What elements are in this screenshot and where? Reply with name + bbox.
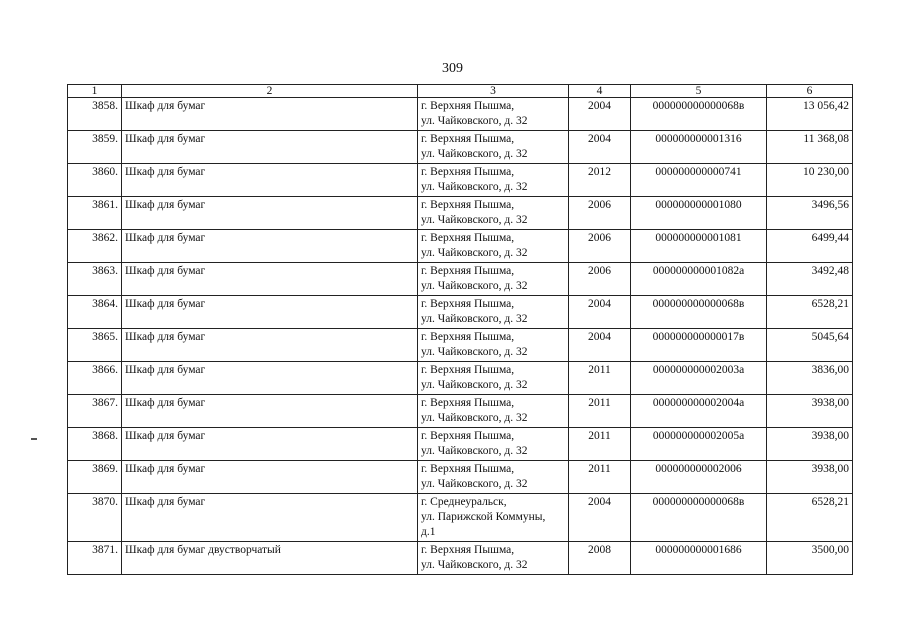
item-name: Шкаф для бумаг bbox=[122, 263, 418, 296]
address-line: д.1 bbox=[421, 526, 436, 538]
item-cost: 10 230,00 bbox=[767, 164, 853, 197]
inventory-code: 000000000001686 bbox=[631, 542, 767, 575]
table-row bbox=[68, 329, 853, 362]
table-row bbox=[68, 428, 853, 461]
item-address bbox=[418, 428, 569, 461]
address-line: ул. Чайковского, д. 32 bbox=[421, 445, 528, 457]
item-year: 2011 bbox=[569, 362, 631, 395]
item-address bbox=[418, 230, 569, 263]
address-line: ул. Чайковского, д. 32 bbox=[421, 115, 528, 127]
item-name: Шкаф для бумаг bbox=[122, 428, 418, 461]
row-number: 3868. bbox=[68, 428, 122, 461]
address-line: ул. Чайковского, д. 32 bbox=[421, 148, 528, 160]
address-line: г. Среднеуральск, bbox=[421, 496, 507, 508]
header-row bbox=[68, 85, 853, 98]
address-line: г. Верхняя Пышма, bbox=[421, 166, 515, 178]
item-year: 2004 bbox=[569, 296, 631, 329]
address-line: ул. Чайковского, д. 32 bbox=[421, 247, 528, 259]
item-name: Шкаф для бумаг bbox=[122, 230, 418, 263]
item-year: 2004 bbox=[569, 131, 631, 164]
inventory-code: 000000000000068в bbox=[631, 296, 767, 329]
row-number: 3870. bbox=[68, 494, 122, 542]
inventory-code: 000000000000068в bbox=[631, 98, 767, 131]
item-name: Шкаф для бумаг bbox=[122, 197, 418, 230]
inventory-code: 000000000001316 bbox=[631, 131, 767, 164]
inventory-code: 000000000002004а bbox=[631, 395, 767, 428]
inventory-code: 000000000000017в bbox=[631, 329, 767, 362]
column-header: 2 bbox=[122, 85, 418, 98]
inventory-table bbox=[67, 84, 853, 575]
item-name: Шкаф для бумаг bbox=[122, 494, 418, 542]
item-year: 2004 bbox=[569, 494, 631, 542]
row-number: 3860. bbox=[68, 164, 122, 197]
address-line: ул. Чайковского, д. 32 bbox=[421, 478, 528, 490]
address-line: г. Верхняя Пышма, bbox=[421, 265, 515, 277]
item-name: Шкаф для бумаг bbox=[122, 329, 418, 362]
inventory-code: 000000000000741 bbox=[631, 164, 767, 197]
inventory-code: 000000000002003а bbox=[631, 362, 767, 395]
address-line: ул. Чайковского, д. 32 bbox=[421, 379, 528, 391]
item-cost: 3938,00 bbox=[767, 461, 853, 494]
address-line: ул. Чайковского, д. 32 bbox=[421, 346, 528, 358]
item-address bbox=[418, 164, 569, 197]
inventory-code: 000000000001081 bbox=[631, 230, 767, 263]
item-cost: 3938,00 bbox=[767, 395, 853, 428]
address-line: г. Верхняя Пышма, bbox=[421, 544, 515, 556]
item-year: 2008 bbox=[569, 542, 631, 575]
item-address bbox=[418, 494, 569, 542]
item-address bbox=[418, 542, 569, 575]
table-row bbox=[68, 296, 853, 329]
table-row bbox=[68, 362, 853, 395]
item-name: Шкаф для бумаг bbox=[122, 98, 418, 131]
item-cost: 6499,44 bbox=[767, 230, 853, 263]
address-line: г. Верхняя Пышма, bbox=[421, 364, 515, 376]
item-address bbox=[418, 329, 569, 362]
address-line: ул. Чайковского, д. 32 bbox=[421, 214, 528, 226]
row-number: 3866. bbox=[68, 362, 122, 395]
column-header: 6 bbox=[767, 85, 853, 98]
address-line: г. Верхняя Пышма, bbox=[421, 463, 515, 475]
item-address bbox=[418, 197, 569, 230]
table-row bbox=[68, 131, 853, 164]
table-row bbox=[68, 263, 853, 296]
item-cost: 3836,00 bbox=[767, 362, 853, 395]
item-address bbox=[418, 461, 569, 494]
item-cost: 6528,21 bbox=[767, 296, 853, 329]
item-address bbox=[418, 395, 569, 428]
item-cost: 6528,21 bbox=[767, 494, 853, 542]
item-year: 2012 bbox=[569, 164, 631, 197]
item-year: 2011 bbox=[569, 395, 631, 428]
item-address bbox=[418, 362, 569, 395]
item-year: 2006 bbox=[569, 230, 631, 263]
item-year: 2011 bbox=[569, 461, 631, 494]
item-address bbox=[418, 131, 569, 164]
item-address bbox=[418, 263, 569, 296]
item-year: 2004 bbox=[569, 98, 631, 131]
table-body bbox=[68, 98, 853, 575]
item-cost: 3938,00 bbox=[767, 428, 853, 461]
table-row bbox=[68, 395, 853, 428]
row-number: 3865. bbox=[68, 329, 122, 362]
row-number: 3867. bbox=[68, 395, 122, 428]
item-year: 2004 bbox=[569, 329, 631, 362]
address-line: ул. Чайковского, д. 32 bbox=[421, 181, 528, 193]
inventory-code: 000000000002006 bbox=[631, 461, 767, 494]
table-row bbox=[68, 230, 853, 263]
item-cost: 11 368,08 bbox=[767, 131, 853, 164]
item-name: Шкаф для бумаг bbox=[122, 131, 418, 164]
item-name: Шкаф для бумаг bbox=[122, 395, 418, 428]
table-row bbox=[68, 98, 853, 131]
row-number: 3863. bbox=[68, 263, 122, 296]
address-line: ул. Чайковского, д. 32 bbox=[421, 559, 528, 571]
table-row bbox=[68, 461, 853, 494]
item-name: Шкаф для бумаг bbox=[122, 164, 418, 197]
item-cost: 3500,00 bbox=[767, 542, 853, 575]
row-number: 3864. bbox=[68, 296, 122, 329]
scan-mark bbox=[31, 438, 37, 440]
row-number: 3858. bbox=[68, 98, 122, 131]
column-header: 4 bbox=[569, 85, 631, 98]
item-cost: 5045,64 bbox=[767, 329, 853, 362]
page-number: 309 bbox=[442, 61, 463, 76]
address-line: г. Верхняя Пышма, bbox=[421, 331, 515, 343]
table-row bbox=[68, 494, 853, 542]
address-line: г. Верхняя Пышма, bbox=[421, 232, 515, 244]
address-line: г. Верхняя Пышма, bbox=[421, 199, 515, 211]
address-line: ул. Чайковского, д. 32 bbox=[421, 412, 528, 424]
inventory-code: 000000000001082а bbox=[631, 263, 767, 296]
row-number: 3869. bbox=[68, 461, 122, 494]
address-line: ул. Парижской Коммуны, bbox=[421, 511, 546, 523]
inventory-code: 000000000001080 bbox=[631, 197, 767, 230]
column-header: 3 bbox=[418, 85, 569, 98]
item-address bbox=[418, 98, 569, 131]
row-number: 3859. bbox=[68, 131, 122, 164]
address-line: ул. Чайковского, д. 32 bbox=[421, 313, 528, 325]
item-cost: 3492,48 bbox=[767, 263, 853, 296]
inventory-code: 000000000000068в bbox=[631, 494, 767, 542]
item-address bbox=[418, 296, 569, 329]
address-line: г. Верхняя Пышма, bbox=[421, 430, 515, 442]
inventory-code: 000000000002005а bbox=[631, 428, 767, 461]
column-header: 5 bbox=[631, 85, 767, 98]
address-line: г. Верхняя Пышма, bbox=[421, 133, 515, 145]
row-number: 3862. bbox=[68, 230, 122, 263]
item-year: 2011 bbox=[569, 428, 631, 461]
row-number: 3871. bbox=[68, 542, 122, 575]
item-cost: 13 056,42 bbox=[767, 98, 853, 131]
address-line: г. Верхняя Пышма, bbox=[421, 100, 515, 112]
item-cost: 3496,56 bbox=[767, 197, 853, 230]
item-name: Шкаф для бумаг bbox=[122, 362, 418, 395]
table-row bbox=[68, 197, 853, 230]
table-row bbox=[68, 542, 853, 575]
item-year: 2006 bbox=[569, 263, 631, 296]
item-year: 2006 bbox=[569, 197, 631, 230]
address-line: г. Верхняя Пышма, bbox=[421, 298, 515, 310]
item-name: Шкаф для бумаг bbox=[122, 296, 418, 329]
column-header: 1 bbox=[68, 85, 122, 98]
table-row bbox=[68, 164, 853, 197]
address-line: ул. Чайковского, д. 32 bbox=[421, 280, 528, 292]
row-number: 3861. bbox=[68, 197, 122, 230]
address-line: г. Верхняя Пышма, bbox=[421, 397, 515, 409]
item-name: Шкаф для бумаг двустворчатый bbox=[122, 542, 418, 575]
item-name: Шкаф для бумаг bbox=[122, 461, 418, 494]
